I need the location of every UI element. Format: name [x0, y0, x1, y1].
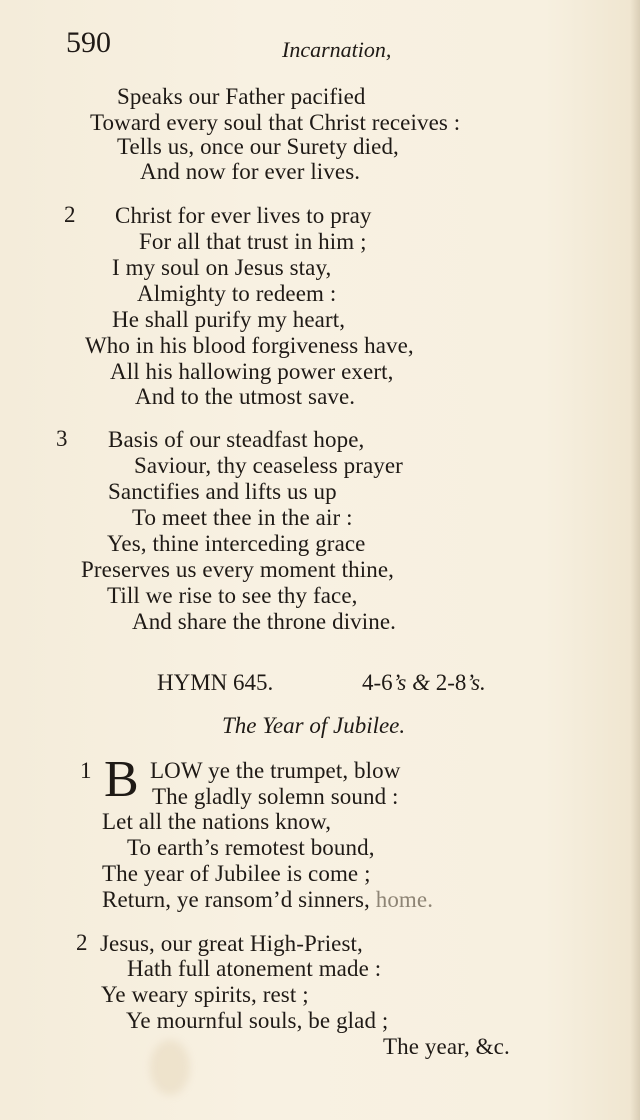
verse-line: And now for ever lives.	[140, 159, 361, 184]
hymn-heading: HYMN 645.	[157, 670, 274, 695]
verse-line: To meet thee in the air :	[132, 505, 353, 530]
verse-line: Who in his blood forgiveness have,	[85, 333, 414, 358]
verse-line: LOW ye the trumpet, blow	[150, 758, 401, 783]
drop-cap: B	[104, 751, 139, 808]
verse-line: The gladly solemn sound :	[152, 784, 399, 809]
faded-word: home.	[375, 887, 434, 912]
verse-number: 2	[76, 930, 88, 955]
verse-line: Let all the nations know,	[102, 809, 332, 834]
verse-line: Basis of our steadfast hope,	[108, 427, 365, 452]
verse-line: Sanctifies and lifts us up	[108, 479, 337, 504]
verse-line: Yes, thine interceding grace	[107, 531, 366, 556]
running-title: Incarnation,	[282, 37, 392, 62]
verse-line: Speaks our Father pacified	[117, 84, 366, 109]
catchline: The year, &c.	[383, 1034, 510, 1059]
verse-number: 1	[80, 758, 92, 783]
verse-number: 2	[64, 202, 76, 227]
verse-line: Christ for ever lives to pray	[115, 203, 372, 228]
verse-line: Hath full atonement made :	[127, 956, 382, 981]
verse-number: 3	[56, 426, 68, 451]
verse-line: And to the utmost save.	[135, 384, 356, 409]
verse-line: I my soul on Jesus stay,	[112, 255, 332, 280]
verse-line: Almighty to redeem :	[137, 281, 337, 306]
verse-line: He shall purify my heart,	[112, 307, 346, 332]
meter-a-suffix: ’s &	[392, 670, 436, 695]
meter-b: 2-8	[435, 670, 467, 695]
verse-line: Preserves us every moment thine,	[81, 557, 394, 582]
verse-line: To earth’s remotest bound,	[127, 835, 375, 860]
meter-b-suffix: ’s.	[466, 670, 486, 695]
page-number: 590	[66, 26, 111, 59]
verse-line: And share the throne divine.	[132, 609, 397, 634]
meter-a: 4-6	[362, 670, 393, 695]
verse-line: Till we rise to see thy face,	[107, 583, 358, 608]
verse-line: Saviour, thy ceaseless prayer	[134, 453, 403, 478]
verse-line: Jesus, our great High-Priest,	[100, 931, 363, 956]
verse-line: All his hallowing power exert,	[110, 359, 394, 384]
verse-line	[102, 887, 433, 913]
verse-line: For all that trust in him ;	[139, 229, 367, 254]
hymn-title: The Year of Jubilee.	[222, 713, 406, 738]
verse-line: The year of Jubilee is come ;	[102, 861, 371, 886]
gutter-shadow	[630, 0, 640, 1120]
verse-line: Ye mournful souls, be glad ;	[126, 1008, 389, 1033]
hymn-meter	[362, 669, 486, 697]
verse-line-text: Return, ye ransom’d sinners,	[102, 887, 376, 912]
verse-line: Toward every soul that Christ receives :	[90, 110, 461, 135]
verse-line: Tells us, once our Surety died,	[117, 134, 399, 159]
paper-stain	[150, 1040, 190, 1095]
verse-line: Ye weary spirits, rest ;	[101, 982, 309, 1007]
